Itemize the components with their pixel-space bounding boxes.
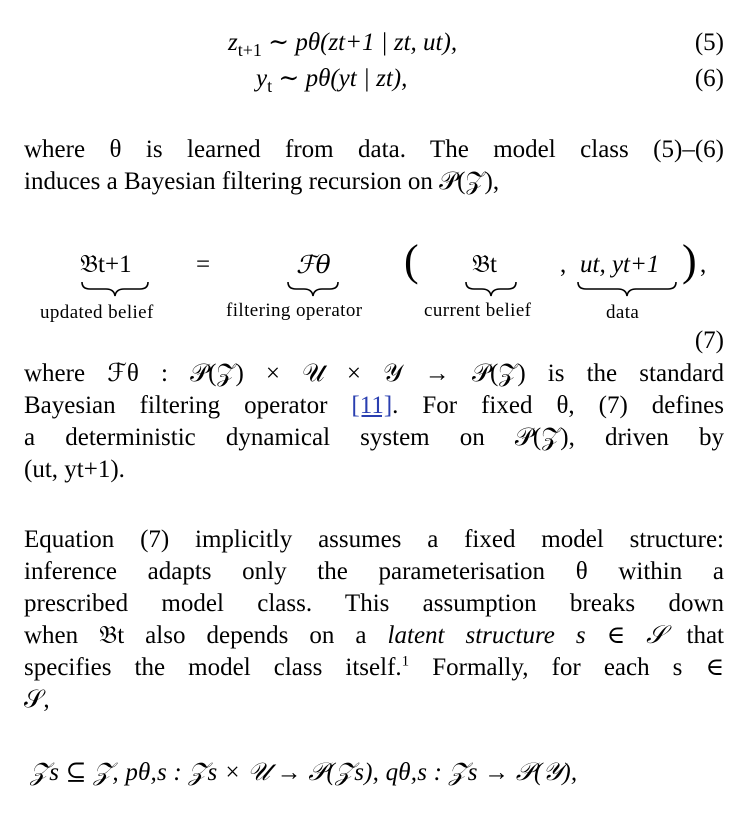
eq7-term-data: ut, yt+1 bbox=[580, 251, 660, 278]
equation-5 bbox=[228, 28, 457, 58]
paragraph-3-line-4-post: that bbox=[665, 622, 724, 649]
eq6-rhs: pθ(yt | zt), bbox=[305, 65, 408, 92]
paragraph-2-line-3: a deterministic dynamical system on 𝒫(𝒵), driven by bbox=[24, 424, 724, 451]
eq7-comma: , bbox=[560, 251, 567, 278]
paragraph-3-line-5-post: Formally, for each s ∈ bbox=[409, 654, 724, 681]
underbrace-data bbox=[578, 282, 676, 296]
eq5-rhs: pθ(zt+1 | zt, ut), bbox=[295, 29, 458, 56]
paragraph-3-line-5 bbox=[24, 652, 724, 684]
eq5-relation: ∼ bbox=[268, 29, 290, 56]
paragraph-3-line-5-pre: specifies the model class itself. bbox=[24, 654, 402, 681]
equation-6 bbox=[256, 64, 407, 94]
paragraph-1-line-1: where θ is learned from data. The model class (5)–(6) bbox=[24, 136, 724, 163]
paragraph-3-line-4 bbox=[24, 620, 724, 652]
paragraph-1 bbox=[24, 134, 724, 198]
paragraph-3 bbox=[24, 524, 724, 716]
eq5-lhs: z bbox=[228, 29, 238, 56]
equation-number-7: (7) bbox=[694, 327, 724, 354]
paragraph-2-line-4: (ut, yt+1). bbox=[24, 456, 125, 483]
paragraph-1-line-2: induces a Bayesian filtering recursion on 𝒫(𝒵), bbox=[24, 168, 500, 195]
label-current-belief: current belief bbox=[424, 300, 532, 321]
equation-number-6: (6) bbox=[694, 65, 724, 92]
paragraph-2-line-1: where ℱθ : 𝒫(𝒵) × 𝒰 × 𝒴 → 𝒫(𝒵) is the standard bbox=[24, 360, 724, 387]
eq6-lhs: y bbox=[256, 65, 268, 92]
eq6-relation: ∼ bbox=[278, 65, 300, 92]
eq7-equals: = bbox=[196, 251, 211, 278]
paragraph-3-line-1: Equation (7) implicitly assumes a fixed model structure: bbox=[24, 526, 724, 553]
eq5-lhs-sub: t+1 bbox=[237, 40, 262, 60]
label-data: data bbox=[606, 302, 640, 323]
paragraph-3-line-3: prescribed model class. This assumption breaks down bbox=[24, 590, 724, 617]
label-updated-belief: updated belief bbox=[40, 302, 154, 323]
paragraph-3-line-6: 𝒮, bbox=[24, 686, 50, 713]
eq7-term-updated-belief: 𝔅t+1 bbox=[80, 251, 132, 278]
underbrace-updated-belief bbox=[82, 282, 148, 296]
paragraph-3-line-2: inference adapts only the parameterisation θ within a bbox=[24, 558, 724, 585]
eq6-lhs-sub: t bbox=[267, 76, 273, 96]
paragraph-2 bbox=[24, 358, 724, 486]
paragraph-2-line-2-post: . For fixed θ, (7) defines bbox=[392, 392, 724, 419]
paragraph-3-line-4-pre: when 𝔅t also depends on a bbox=[24, 622, 388, 649]
eq7-right-paren: ) bbox=[682, 236, 697, 285]
latent-structure-emphasis: latent structure s ∈ 𝒮 bbox=[387, 622, 666, 649]
underbrace-filtering-operator bbox=[288, 282, 338, 296]
paragraph-2-line-2-pre: Bayesian filtering operator bbox=[24, 392, 352, 419]
paragraph-2-line-2 bbox=[24, 390, 724, 422]
eq7-term-filtering-operator: ℱθ bbox=[296, 250, 331, 279]
citation-link-11[interactable]: [11] bbox=[351, 392, 393, 419]
structure-equation: 𝒵s ⊆ 𝒵, pθ,s : 𝒵s × 𝒰 → 𝒫(𝒵s), qθ,s : 𝒵s → 𝒫(𝒴), bbox=[30, 759, 578, 786]
equation-number-5: (5) bbox=[694, 29, 724, 56]
label-filtering-operator: filtering operator bbox=[226, 300, 363, 321]
eq7-term-current-belief: 𝔅t bbox=[472, 251, 497, 278]
underbrace-current-belief bbox=[466, 282, 516, 296]
eq7-left-paren: ( bbox=[404, 236, 419, 285]
eq7-trailing-comma: , bbox=[700, 251, 707, 278]
footnote-marker-1[interactable]: 1 bbox=[401, 653, 410, 670]
